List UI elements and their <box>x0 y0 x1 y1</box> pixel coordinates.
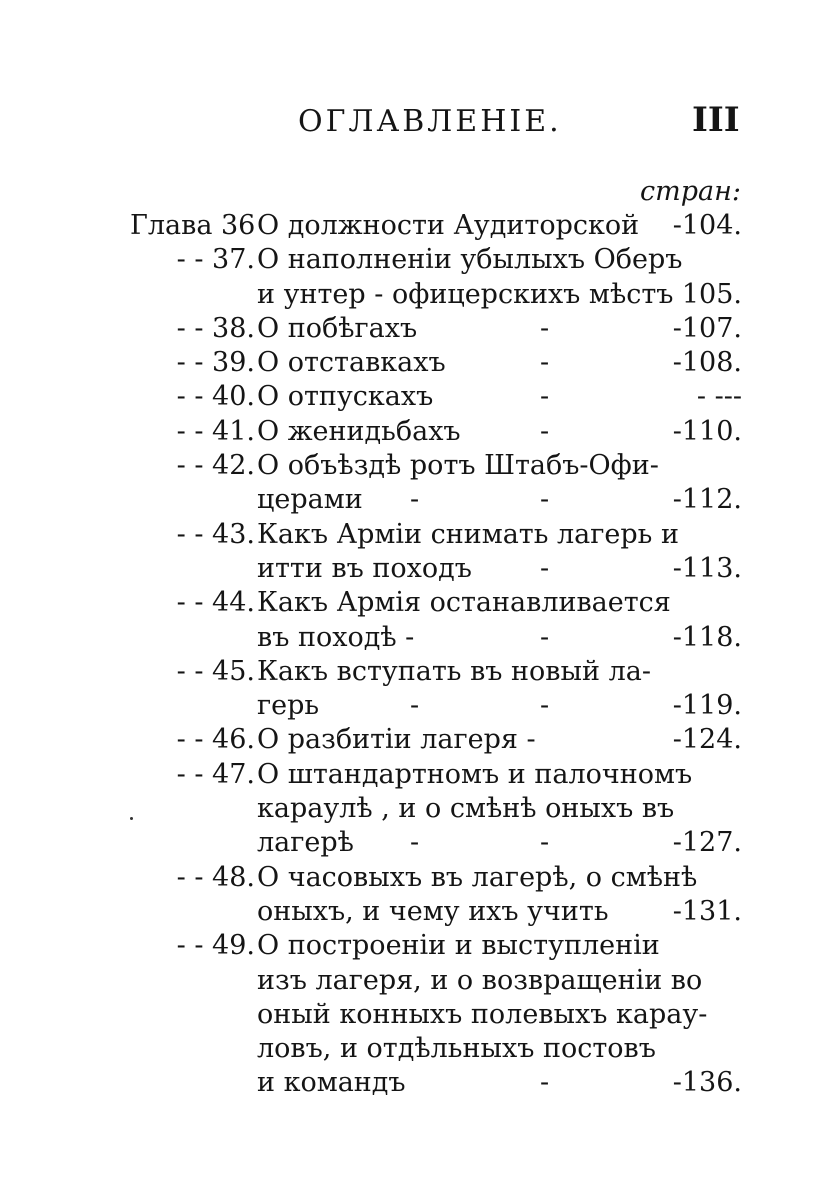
chapter-page-number: -119. <box>672 690 742 722</box>
chapter-number: - - 41. <box>176 415 255 447</box>
chapter-page-number: -108. <box>672 347 742 379</box>
toc-line <box>0 586 840 620</box>
chapter-title: О должности Аудиторской <box>257 210 640 241</box>
chapter-title: О женидьбахъ <box>257 415 461 447</box>
chapter-number: - - 37. <box>176 244 255 276</box>
chapter-page-number: -112. <box>672 484 742 516</box>
chapter-title: О построеніи и выступленіи <box>257 930 660 962</box>
toc-line <box>0 1066 840 1100</box>
toc-line <box>0 312 840 346</box>
running-title: ОГЛАВЛЕНІЕ. <box>298 104 562 139</box>
chapter-number: - - 47. <box>176 758 255 790</box>
leader-dash: - <box>540 381 550 413</box>
table-of-contents <box>0 209 840 1101</box>
chapter-page-number: -113. <box>672 552 742 584</box>
chapter-title: О часовыхъ въ лагерѣ, о смѣнѣ <box>257 861 698 893</box>
chapter-title: Какъ вступать въ новый ла- <box>257 655 651 687</box>
toc-line <box>0 518 840 552</box>
toc-line <box>0 861 840 895</box>
chapter-number: - - 46. <box>176 724 255 756</box>
toc-line <box>0 826 840 860</box>
toc-line <box>0 415 840 449</box>
toc-line <box>0 621 840 655</box>
leader-dash: - <box>540 690 550 722</box>
chapter-title: оный конныхъ полевыхъ карау- <box>257 998 708 1030</box>
chapter-page-number: -131. <box>672 895 742 927</box>
toc-line <box>0 483 840 517</box>
leader-dash: - <box>410 484 420 516</box>
chapter-number: - - 49. <box>176 930 255 962</box>
leader-dash: - <box>540 552 550 584</box>
chapter-number: - - 42. <box>176 450 255 482</box>
toc-line <box>0 243 840 277</box>
chapter-title: итти въ походъ <box>257 552 472 584</box>
chapter-page-number: -110. <box>672 415 742 447</box>
chapter-page-number: -136. <box>672 1067 742 1099</box>
toc-line <box>0 792 840 826</box>
chapter-title: изъ лагеря, и о возвращеніи во <box>257 964 703 996</box>
toc-line <box>0 552 840 586</box>
toc-line <box>0 689 840 723</box>
chapter-page-number: -127. <box>672 827 742 859</box>
chapter-title: О объѣздѣ ротъ Штабъ-Офи- <box>257 450 659 482</box>
toc-line <box>0 723 840 757</box>
toc-line <box>0 346 840 380</box>
toc-line <box>0 964 840 998</box>
chapter-title: оныхъ, и чему ихъ учить <box>257 895 609 927</box>
chapter-title: караулѣ , и о смѣнѣ оныхъ въ <box>257 793 675 825</box>
chapter-page-number: - --- <box>696 381 742 413</box>
toc-line <box>0 1032 840 1066</box>
toc-line <box>0 278 840 312</box>
leader-dash: - <box>540 621 550 653</box>
toc-line <box>0 209 840 243</box>
toc-line <box>0 929 840 963</box>
toc-line <box>0 998 840 1032</box>
leader-dash: - <box>540 827 550 859</box>
chapter-title: въ походѣ - <box>257 621 415 653</box>
chapter-number: - - 44. <box>176 587 255 619</box>
toc-line <box>0 380 840 414</box>
chapter-page-number: -118. <box>672 621 742 653</box>
page-column-label: стран: <box>640 176 741 207</box>
leader-dash: - <box>540 415 550 447</box>
chapter-page-number: 105. <box>681 278 742 310</box>
chapter-title: О отпускахъ <box>257 381 434 413</box>
chapter-title: герь <box>257 690 320 722</box>
chapter-title: ловъ, и отдѣльныхъ постовъ <box>257 1033 656 1065</box>
chapter-title: Какъ Арміи снимать лагерь и <box>257 518 679 550</box>
toc-line <box>0 895 840 929</box>
toc-line <box>0 758 840 792</box>
chapter-page-number: -107. <box>672 312 742 344</box>
chapter-title: О наполненіи убылыхъ Оберъ <box>257 244 683 276</box>
chapter-title: О штандартномъ и палочномъ <box>257 758 693 790</box>
chapter-title: О отставкахъ <box>257 347 446 379</box>
chapter-number: - - 48. <box>176 861 255 893</box>
toc-line <box>0 449 840 483</box>
ink-speck <box>130 817 133 820</box>
chapter-number: - - 43. <box>176 518 255 550</box>
leader-dash: - <box>410 827 420 859</box>
chapter-number: - - 39. <box>176 347 255 379</box>
chapter-number: - - 40. <box>176 381 255 413</box>
chapter-number: - - 38. <box>176 312 255 344</box>
chapter-number: - - 45. <box>176 655 255 687</box>
page-number: III <box>692 100 740 140</box>
chapter-title: О побѣгахъ <box>257 312 418 344</box>
leader-dash: - <box>540 1067 550 1099</box>
chapter-title: церами <box>257 484 363 516</box>
toc-line <box>0 655 840 689</box>
leader-dash: - <box>540 347 550 379</box>
chapter-title: Какъ Армія останавливается <box>257 587 671 619</box>
running-head <box>0 98 840 148</box>
chapter-number: Глава 36 <box>130 210 256 241</box>
chapter-page-number: -104. <box>672 210 742 241</box>
chapter-page-number: -124. <box>672 724 742 756</box>
chapter-title: лагерѣ <box>257 827 354 859</box>
leader-dash: - <box>540 312 550 344</box>
chapter-title: О разбитіи лагеря - <box>257 724 536 756</box>
leader-dash: - <box>410 690 420 722</box>
leader-dash: - <box>540 484 550 516</box>
chapter-title: и унтер - офицерскихъ мѣстъ <box>257 278 674 310</box>
chapter-title: и командъ <box>257 1067 406 1099</box>
